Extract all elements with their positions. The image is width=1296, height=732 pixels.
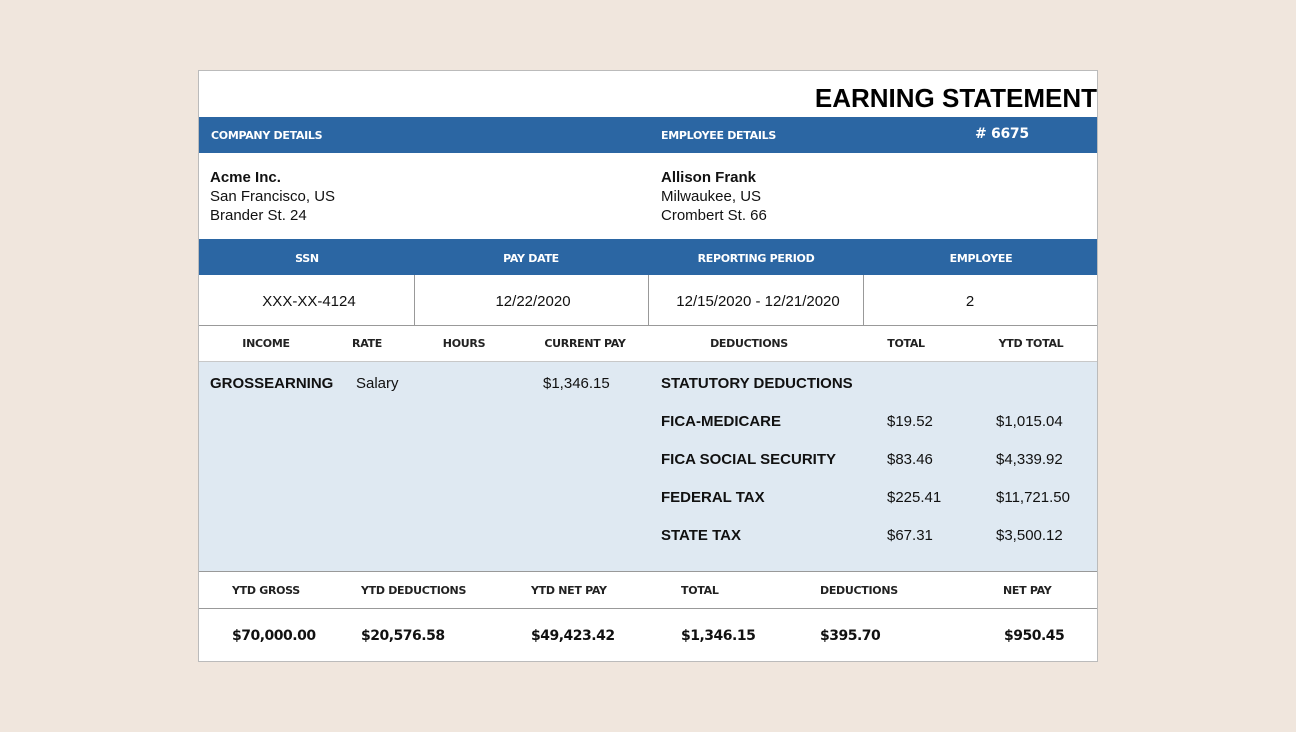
company-street: Brander St. 24 xyxy=(210,207,307,224)
summary-total-value: $1,346.15 xyxy=(681,628,756,644)
employee-label: EMPLOYEE xyxy=(949,252,1013,265)
col-current-pay: CURRENT PAY xyxy=(544,337,626,350)
deduction-total: $19.52 xyxy=(887,413,933,430)
details-header-bar xyxy=(199,117,1097,153)
col-deductions: DEDUCTIONS xyxy=(710,337,788,350)
summary-net-pay-value: $950.45 xyxy=(1004,628,1065,644)
deduction-ytd: $3,500.12 xyxy=(996,527,1063,544)
summary-ytd-deductions-label: YTD DEDUCTIONS xyxy=(361,584,467,597)
employee-details-label: EMPLOYEE DETAILS xyxy=(661,129,776,142)
income-rate: Salary xyxy=(356,375,399,392)
company-city: San Francisco, US xyxy=(210,188,336,205)
deduction-total: $83.46 xyxy=(887,451,933,468)
employee-name: Allison Frank xyxy=(661,169,757,186)
reporting-period-value: 12/15/2020 - 12/21/2020 xyxy=(676,293,840,310)
col-ytd-total: YTD TOTAL xyxy=(998,337,1064,350)
earning-statement xyxy=(198,70,1098,662)
summary-ytd-net-pay-label: YTD NET PAY xyxy=(531,584,607,597)
col-total: TOTAL xyxy=(887,337,925,350)
reporting-period-label: REPORTING PERIOD xyxy=(697,252,815,265)
col-income: INCOME xyxy=(242,337,290,350)
company-details-label: COMPANY DETAILS xyxy=(211,129,323,142)
ssn-label: SSN xyxy=(295,252,319,265)
summary-ytd-gross-value: $70,000.00 xyxy=(232,628,316,644)
summary-ytd-deductions-value: $20,576.58 xyxy=(361,628,445,644)
deduction-name: FICA SOCIAL SECURITY xyxy=(661,451,837,468)
summary-deductions-value: $395.70 xyxy=(820,628,881,644)
deduction-total: $225.41 xyxy=(887,489,942,506)
income-current-pay: $1,346.15 xyxy=(543,375,610,392)
deduction-ytd: $4,339.92 xyxy=(996,451,1063,468)
summary-net-pay-label: NET PAY xyxy=(1003,584,1052,597)
deductions-title: STATUTORY DEDUCTIONS xyxy=(661,375,853,392)
deduction-name: FICA-MEDICARE xyxy=(661,413,781,430)
employee-value: 2 xyxy=(965,293,975,310)
company-name: Acme Inc. xyxy=(210,169,281,186)
summary-ytd-net-pay-value: $49,423.42 xyxy=(531,628,615,644)
employee-street: Crombert St. 66 xyxy=(661,207,767,224)
summary-total-label: TOTAL xyxy=(681,584,719,597)
summary-deductions-label: DEDUCTIONS xyxy=(820,584,898,597)
pay-date-label: PAY DATE xyxy=(503,252,559,265)
deduction-name: FEDERAL TAX xyxy=(661,489,765,506)
summary-ytd-gross-label: YTD GROSS xyxy=(232,584,300,597)
statement-number: # 6675 xyxy=(975,126,1029,142)
deduction-total: $67.31 xyxy=(887,527,933,544)
document-title: EARNING STATEMENT xyxy=(814,83,1097,113)
col-hours: HOURS xyxy=(442,337,486,350)
col-rate: RATE xyxy=(352,337,382,350)
income-type: GROSSEARNING xyxy=(210,375,334,392)
deduction-name: STATE TAX xyxy=(661,527,741,544)
ssn-value: XXX-XX-4124 xyxy=(262,293,356,310)
employee-city: Milwaukee, US xyxy=(661,188,762,205)
deduction-ytd: $11,721.50 xyxy=(996,489,1070,506)
earnings-body xyxy=(199,361,1097,572)
deduction-ytd: $1,015.04 xyxy=(996,413,1063,430)
pay-date-value: 12/22/2020 xyxy=(495,293,571,310)
